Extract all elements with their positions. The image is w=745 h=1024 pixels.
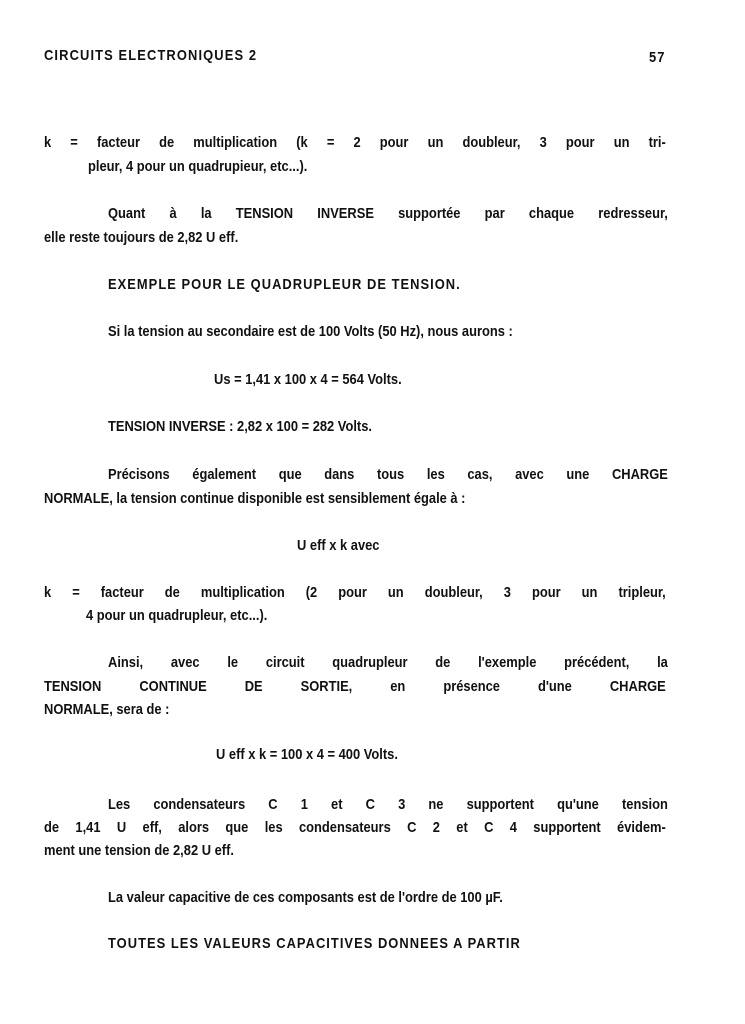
precisons-line-1: Précisons également que dans tous les cas, avec une CHARGE	[108, 466, 668, 483]
k-definition-line-2: pleur, 4 pour un quadrupieur, etc...).	[88, 158, 308, 175]
formula-output-voltage: U eff x k = 100 x 4 = 400 Volts.	[216, 746, 398, 763]
formula-us: Us = 1,41 x 100 x 4 = 564 Volts.	[214, 371, 402, 388]
capacitors-line-3: ment une tension de 2,82 U eff.	[44, 842, 234, 859]
secondary-voltage-line: Si la tension au secondaire est de 100 Volts (50 Hz), nous aurons :	[108, 323, 513, 340]
capacitive-value-line: La valeur capacitive de ces composants est de l'ordre de 100 µF.	[108, 889, 503, 906]
inverse-voltage-line-2: elle reste toujours de 2,82 U eff.	[44, 229, 239, 246]
k-definition2-line-1: k = facteur de multiplication (2 pour un doubleur, 3 pour un tripleur,	[44, 584, 666, 601]
ainsi-line-1: Ainsi, avec le circuit quadrupleur de l'exemple précédent, la	[108, 654, 668, 671]
all-capacitive-values-line: TOUTES LES VALEURS CAPACITIVES DONNEES A PARTIR	[108, 935, 521, 952]
example-heading: EXEMPLE POUR LE QUADRUPLEUR DE TENSION.	[108, 276, 461, 293]
inverse-voltage-line-1: Quant à la TENSION INVERSE supportée par chaque redresseur,	[108, 205, 668, 222]
formula-inverse-voltage: TENSION INVERSE : 2,82 x 100 = 282 Volts.	[108, 418, 372, 435]
ainsi-line-3: NORMALE, sera de :	[44, 701, 170, 718]
ainsi-line-2: TENSION CONTINUE DE SORTIE, en présence d'une CHARGE	[44, 678, 666, 695]
k-definition2-line-2: 4 pour un quadrupleur, etc...).	[86, 607, 268, 624]
k-definition-line-1: k = facteur de multiplication (k = 2 pour un doubleur, 3 pour un tri-	[44, 134, 666, 151]
page-number: 57	[649, 49, 666, 66]
capacitors-line-2: de 1,41 U eff, alors que les condensateurs C 2 et C 4 supportent évidem-	[44, 819, 666, 836]
precisons-line-2: NORMALE, la tension continue disponible est sensiblement égale à :	[44, 490, 466, 507]
running-title: CIRCUITS ELECTRONIQUES 2	[44, 47, 258, 64]
capacitors-line-1: Les condensateurs C 1 et C 3 ne supportent qu'une tension	[108, 796, 668, 813]
formula-ueff: U eff x k avec	[297, 537, 380, 554]
